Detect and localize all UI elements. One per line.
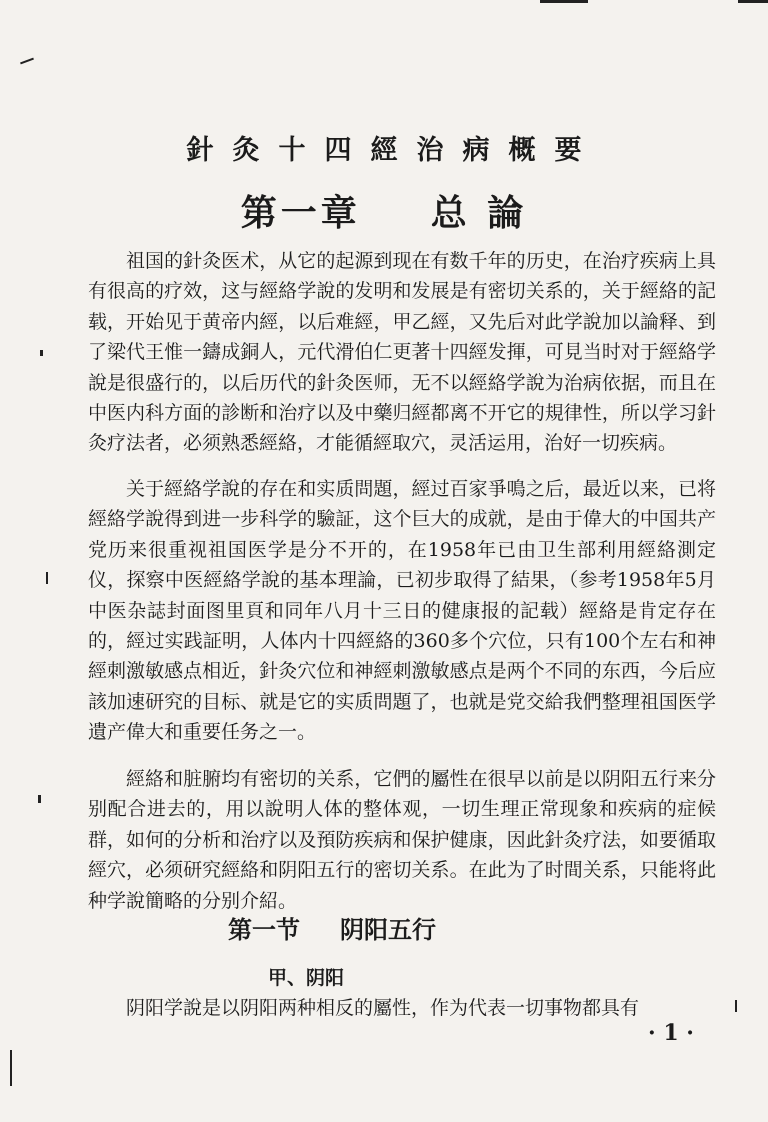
section-heading: [228, 910, 436, 945]
paragraph-4: 阴阳学說是以阴阳两种相反的屬性，作为代表一切事物都具有: [126, 997, 640, 1019]
subsection-heading: 甲、阴阳: [268, 967, 345, 989]
chapter-label: 第一章: [240, 192, 361, 234]
section-label: 第一节: [228, 915, 300, 944]
scan-mark-top-1: [540, 0, 588, 3]
paragraph-1: 祖国的針灸医术，从它的起源到现在有数千年的历史，在治疗疾病上具有很高的疗效，这与經絡学說的发明和发展是有密切关系的，关于經絡的記载，开始见于黄帝内經，以后难經，甲乙經，又先后对此学說加以論释、到了梁代王惟一鑄成銅人，元代滑伯仁更著十四經发揮，可見当时对于經絡学說是很盛行的，以后历代的針灸医师，无不以經絡学說为治病依据，而且在中医内科方面的診断和治疗以及中藥归經都离不开它的規律性，所以学习針灸疗法者，必须熟悉經絡，才能循經取穴，灵活运用，治好一切疾病。: [88, 250, 716, 455]
section-title: 阴阳五行: [340, 915, 436, 944]
chapter-title: 总 論: [430, 192, 528, 234]
paragraph-2: 关于經絡学說的存在和实质問題，經过百家爭鳴之后，最近以来，已将經絡学說得到进一步科学的驗証，这个巨大的成就，是由于偉大的中国共产党历来很重视祖国医学是分不开的，在1958年已由卫生部利用經絡測定仪，探察中医經絡学說的基本理論，已初步取得了結果，（参考1958年5月中医杂誌封面图里頁和同年八月十三日的健康报的記载）經絡是肯定存在的，經过实践証明，人体内十四經絡的360多个穴位，只有100个左右和神經刺激敏感点相近，針灸穴位和神經刺激敏感点是两个不同的东西，今后应該加速研究的目标、就是它的实质問題了，也就是党交給我們整理祖国医学遺产偉大和重要任务之一。: [88, 478, 716, 744]
chapter-heading: [0, 185, 768, 236]
paragraph-3: 經絡和脏腑均有密切的关系，它們的屬性在很早以前是以阴阳五行来分别配合进去的，用以說明人体的整体观，一切生理正常现象和疾病的症候群，如何的分析和治疗以及預防疾病和保护健康，因此針灸疗法，如要循取經穴，必须研究經絡和阴阳五行的密切关系。在此为了时間关系，只能将此种学說簡略的分别介紹。: [88, 768, 716, 912]
scan-mark-left-2: [40, 350, 43, 356]
scan-mark-right-1: [735, 1000, 737, 1012]
page-number: · 1 ·: [648, 1020, 694, 1046]
scan-mark-left-4: [38, 795, 41, 803]
book-title: 針灸十四經治病概要: [186, 135, 601, 166]
scan-mark-top-2: [738, 0, 768, 3]
scan-mark-left-1: [20, 58, 34, 65]
scan-mark-left-5: [10, 1050, 12, 1086]
scan-mark-left-3: [46, 572, 48, 584]
